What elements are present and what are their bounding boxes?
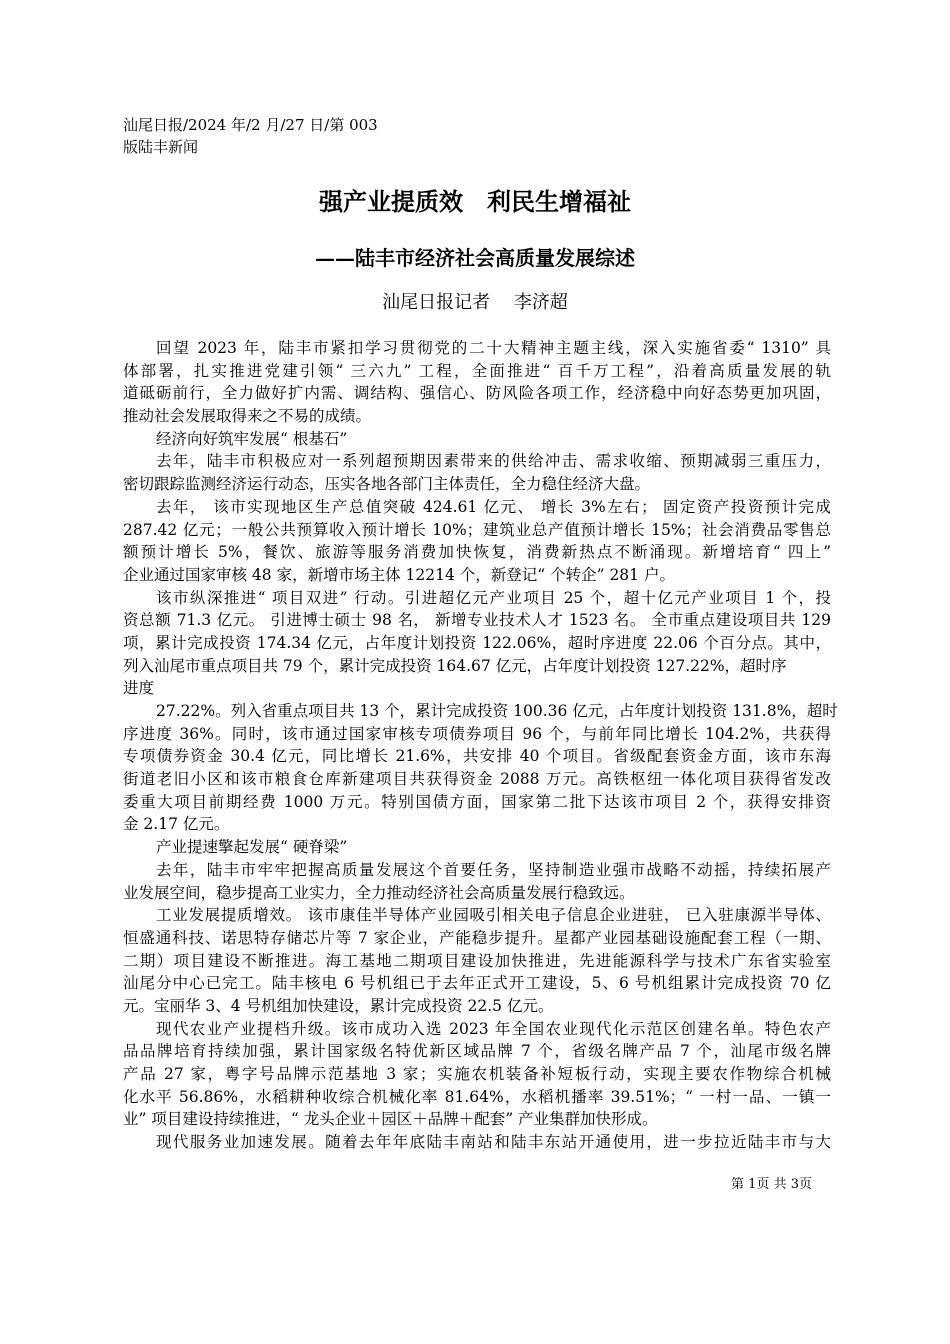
- source-line: 汕尾日报/2024 年/2 月/27 日/第 003: [123, 116, 378, 134]
- text-line: 体部署，扎实推进党建引领“ 三六九” 工程，全面推进“ 百千万工程”，沿着高质量发展的轨: [123, 361, 831, 380]
- paragraph: [123, 337, 831, 428]
- text-line: 专项债券资金 30.4 亿元，同比增长 21.6%，共安排 40 个项目。省级配套资金方面，该市东海: [123, 747, 831, 766]
- text-line: 产品 27 家，粤字号品牌示范基地 3 家；实施农机装备补短板行动，实现主要农作物综合机械: [123, 1065, 831, 1083]
- text-line: 回望 2023 年，陆丰市紧扣学习贯彻党的二十大精神主题主线，深入实施省委“ 1310” 具: [156, 339, 831, 357]
- text-line: 街道老旧小区和该市粮食仓库新建项目共获得资金 2088 万元。高铁枢纽一体化项目获得省发改: [123, 770, 831, 789]
- text-line: 27.22%。列入省重点项目共 13 个，累计完成投资 100.36 亿元，占年度计划投资 131.8%，超时: [156, 702, 838, 720]
- text-line: 业” 项目建设持续推进，“ 龙头企业＋园区＋品牌＋配套” 产业集群加快形成。: [123, 1110, 658, 1129]
- text-line: 产业提速擎起发展“ 硬脊梁”: [156, 838, 348, 857]
- text-line: 推动社会发展取得来之不易的成绩。: [123, 407, 372, 426]
- text-line: 项，累计完成投资 174.34 亿元，占年度计划投资 122.06%，超时序进度 22.06 个百分点。其中，: [123, 633, 831, 652]
- source-line-section: 版陆丰新闻: [123, 138, 199, 156]
- paragraph: [123, 450, 831, 495]
- text-line: 经济向好筑牢发展“ 根基石”: [156, 429, 348, 448]
- text-line: 恒盛通科技、诺思特存储芯片等 7 家企业，产能稳步提升。星都产业园基础设施配套工程（一期、: [123, 928, 831, 947]
- paragraph: [123, 700, 838, 836]
- text-line: 去年， 该市实现地区生产总值突破 424.61 亿元、 增长 3%左右； 固定资产投资预计完成: [156, 497, 831, 516]
- text-line: 二期）项目建设不断推进。海工基地二期项目建设加快推进，先进能源科学与技术广东省实验室: [123, 951, 831, 970]
- text-line: 去年，陆丰市牢牢把握高质量发展这个首要任务，坚持制造业强市战略不动摇，持续拓展产: [156, 860, 831, 879]
- text-line: 序进度 36%。同时，该市通过国家审核专项债券项目 96 个，与前年同比增长 104.2%，共获得: [123, 724, 831, 743]
- paragraph: [123, 904, 831, 1017]
- text-line: 工业发展提质增效。 该市康佳半导体产业园吸引相关电子信息企业进驻， 已入驻康源半导体、: [156, 906, 831, 925]
- text-line: 化水平 56.86%，水稻耕种收综合机械化率 81.64%，水稻机播率 39.51%；“ 一村一品、一镇一: [123, 1087, 831, 1106]
- text-line: 列入汕尾市重点项目共 79 个，累计完成投资 164.67 亿元，占年度计划投资 127.22%，超时序: [123, 656, 787, 675]
- paragraph: [123, 428, 831, 451]
- byline: 汕尾日报记者 李济超: [382, 292, 568, 313]
- text-line: 道砥砺前行，全力做好扩内需、调结构、强信心、防风险各项工作，经济稳中向好态势更加巩固，: [123, 384, 831, 403]
- text-line: 委重大项目前期经费 1000 万元。特别国债方面，国家第二批下达该市项目 2 个，获得安排资: [123, 792, 831, 811]
- paragraph: [123, 496, 831, 587]
- text-line: 金 2.17 亿元。: [123, 815, 230, 834]
- text-line: 汕尾分中心已完工。陆丰核电 6 号机组已于去年正式开工建设，5、6 号机组累计完成投资 70 亿: [123, 974, 831, 993]
- text-line: 业发展空间，稳步提高工业实力，全力推动经济社会高质量发展行稳致远。: [123, 883, 635, 902]
- page-indicator: 第 1页 共 3页: [731, 1177, 812, 1192]
- paragraph: [123, 587, 831, 700]
- paragraph: [123, 1018, 831, 1131]
- text-line: 元。宝丽华 3、4 号机组加快建设，累计完成投资 22.5 亿元。: [123, 996, 554, 1015]
- text-line: 企业通过国家审核 48 家，新增市场主体 12214 个，新登记“ 个转企” 281 户。: [123, 565, 675, 584]
- paragraph: [123, 836, 831, 859]
- article-subtitle: ——陆丰市经济社会高质量发展综述: [315, 246, 635, 270]
- text-line: 现代农业产业提档升级。该市成功入选 2023 年全国农业现代化示范区创建名单。特色农产: [156, 1019, 831, 1038]
- paragraph: [123, 859, 831, 904]
- article-title: 强产业提质效 利民生增福祉: [319, 187, 631, 216]
- text-line: 品品牌培育持续加强，累计国家级名特优新区域品牌 7 个，省级名牌产品 7 个，汕尾市级名牌: [123, 1042, 831, 1061]
- paragraph: [123, 1131, 831, 1154]
- text-line: 该市纵深推进“ 项目双进” 行动。引进超亿元产业项目 25 个，超十亿元产业项目 1 个，投: [156, 588, 831, 607]
- article-body: [123, 337, 838, 1154]
- text-line: 密切跟踪监测经济运行动态，压实各地各部门主体责任，全力稳住经济大盘。: [123, 475, 651, 494]
- text-line: 额预计增长 5%，餐饮、旅游等服务消费加快恢复，消费新热点不断涌现。新增培育“ 四上”: [123, 543, 831, 562]
- text-line: 现代服务业加速发展。随着去年年底陆丰南站和陆丰东站开通使用，进一步拉近陆丰市与大: [156, 1133, 831, 1152]
- text-line: 资总额 71.3 亿元。 引进博士硕士 98 名， 新增专业技术人才 1523 名。 全市重点建设项目共 129: [123, 611, 831, 630]
- text-line: 287.42 亿元；一般公共预算收入预计增长 10%；建筑业总产值预计增长 15%；社会消费品零售总: [123, 520, 831, 539]
- text-line: 进度: [123, 679, 155, 698]
- text-line: 去年，陆丰市积极应对一系列超预期因素带来的供给冲击、需求收缩、预期减弱三重压力，: [156, 452, 831, 471]
